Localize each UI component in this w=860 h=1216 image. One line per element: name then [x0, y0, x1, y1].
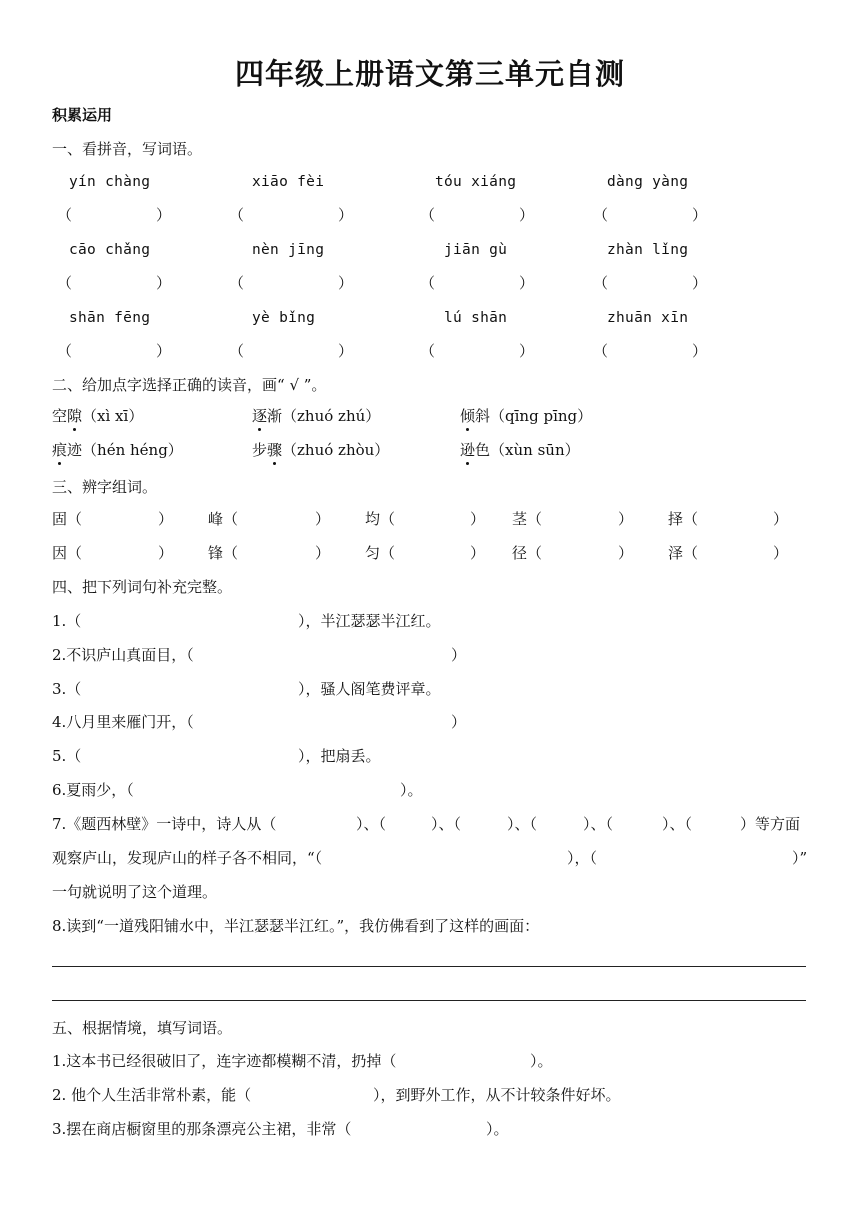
fill-line-end: ），到野外工作，从不计较条件好坏。: [373, 1086, 621, 1104]
answer-close-paren: ）: [156, 274, 172, 292]
fill-line-end: ）: [451, 713, 467, 731]
pinyin: zhuān xīn: [607, 310, 689, 326]
answer-close-paren: ）: [692, 206, 708, 224]
q2-heading: 二、给加点字选择正确的读音，画“ √ ”。: [52, 376, 327, 394]
fill-line-end: ）。: [486, 1120, 509, 1138]
dotted-char: 倾: [460, 407, 476, 425]
fill-line-start: 1.这本书已经很破旧了，连字迹都模糊不清，扔掉（: [52, 1052, 397, 1070]
answer-open-paren: （: [229, 342, 245, 360]
q4-item7-sep: ）、（: [356, 815, 387, 833]
fill-line-end: ），把扇丢。: [298, 747, 381, 765]
pinyin: xiāo fèi: [252, 174, 325, 190]
q4-item7-sep: ）、（: [431, 815, 462, 833]
dotted-char: 逐: [252, 407, 268, 425]
pronunciation-item: 倾斜（qīng pīng）: [460, 407, 593, 425]
answer-close-paren: ）: [519, 274, 535, 292]
pronunciation-item: 逊色（xùn sūn）: [460, 441, 580, 459]
fill-line-end: ），骚人阁笔费评章。: [298, 680, 441, 698]
pronunciation-item: 痕迹（hén héng）: [52, 441, 183, 459]
answer-close-paren: ）: [156, 342, 172, 360]
pinyin: lú shān: [444, 310, 508, 326]
answer-open-paren: （: [229, 206, 245, 224]
q4-item8: 8.读到“一道残阳铺水中，半江瑟瑟半江红。”，我仿佛看到了这样的画面：: [52, 917, 540, 935]
answer-open-paren: （: [57, 206, 73, 224]
q5-heading: 五、根据情境，填写词语。: [52, 1019, 233, 1037]
char-pair-close: ）: [470, 544, 486, 562]
pronunciation-item: 步骤（zhuó zhòu）: [252, 441, 390, 459]
fill-line-start: 3.摆在商店橱窗里的那条漂亮公主裙，非常（: [52, 1120, 352, 1138]
answer-close-paren: ）: [338, 274, 354, 292]
char-pair-close: ）: [315, 510, 331, 528]
pronunciation-item: 空隙（xì xī）: [52, 407, 144, 425]
fill-line-start: 6.夏雨少，（: [52, 781, 134, 799]
fill-line-start: 1.（: [52, 612, 82, 630]
char-pair-open: 径（: [512, 544, 543, 562]
q1-heading: 一、看拼音，写词语。: [52, 140, 203, 158]
answer-close-paren: ）: [519, 342, 535, 360]
section-heading: 积累运用: [52, 106, 113, 124]
char-pair-close: ）: [315, 544, 331, 562]
q4-item7-line2: 观察庐山，发现庐山的样子各不相同，“（: [52, 849, 323, 867]
fill-line-start: 2.不识庐山真面目，（: [52, 646, 194, 664]
q4-item7-sep: ）、（: [662, 815, 693, 833]
answer-open-paren: （: [593, 206, 609, 224]
char-pair-open: 泽（: [668, 544, 699, 562]
char-pair-close: ）: [773, 544, 789, 562]
char-pair-open: 因（: [52, 544, 83, 562]
answer-close-paren: ）: [692, 342, 708, 360]
q4-item7-line3: 一句就说明了这个道理。: [52, 883, 218, 901]
answer-close-paren: ）: [519, 206, 535, 224]
fill-line-start: 4.八月里来雁门开，（: [52, 713, 194, 731]
answer-open-paren: （: [229, 274, 245, 292]
dotted-char: 逊: [460, 441, 476, 459]
q4-heading: 四、把下列词句补充完整。: [52, 578, 233, 596]
char-pair-open: 锋（: [208, 544, 239, 562]
fill-line-start: 2. 他个人生活非常朴素，能（: [52, 1086, 252, 1104]
answer-open-paren: （: [57, 274, 73, 292]
char-pair-close: ）: [158, 544, 174, 562]
q4-item7-sep: ）、（: [583, 815, 614, 833]
char-pair-open: 匀（: [365, 544, 396, 562]
pronunciation-item: 逐渐（zhuó zhú）: [252, 407, 381, 425]
pinyin: nèn jīng: [252, 242, 325, 258]
answer-line: [52, 966, 806, 967]
char-pair-close: ）: [618, 510, 634, 528]
pinyin: yè bǐng: [252, 310, 316, 326]
answer-close-paren: ）: [338, 206, 354, 224]
pinyin: jiān gù: [444, 242, 508, 258]
answer-close-paren: ）: [156, 206, 172, 224]
dotted-char: 痕: [52, 441, 68, 459]
char-pair-open: 择（: [668, 510, 699, 528]
answer-close-paren: ）: [692, 274, 708, 292]
fill-line-end: ）。: [530, 1052, 553, 1070]
char-pair-close: ）: [618, 544, 634, 562]
answer-open-paren: （: [420, 206, 436, 224]
char-pair-open: 均（: [365, 510, 396, 528]
char-pair-open: 茎（: [512, 510, 543, 528]
pinyin: cāo chǎng: [69, 242, 151, 258]
pinyin: yín chàng: [69, 174, 151, 190]
char-pair-close: ）: [470, 510, 486, 528]
page-title: 四年级上册语文第三单元自测: [234, 57, 625, 91]
fill-line-end: ），半江瑟瑟半江红。: [298, 612, 441, 630]
q4-item7-line2-sep: ），（: [567, 849, 598, 867]
answer-open-paren: （: [593, 274, 609, 292]
char-pair-close: ）: [158, 510, 174, 528]
char-pair-close: ）: [773, 510, 789, 528]
q3-heading: 三、辨字组词。: [52, 478, 158, 496]
q4-item7-sep: ）、（: [507, 815, 538, 833]
char-pair-open: 固（: [52, 510, 83, 528]
dotted-char: 骤: [267, 441, 283, 459]
pinyin: zhàn lǐng: [607, 242, 689, 258]
fill-line-start: 3.（: [52, 680, 82, 698]
answer-open-paren: （: [420, 274, 436, 292]
fill-line-end: ）。: [400, 781, 423, 799]
q4-item7-end: ）等方面: [740, 815, 801, 833]
q4-item7-start: 7.《题西林壁》一诗中，诗人从（: [52, 815, 277, 833]
pinyin: tóu xiáng: [435, 174, 517, 190]
fill-line-start: 5.（: [52, 747, 82, 765]
pinyin: dàng yàng: [607, 174, 689, 190]
answer-open-paren: （: [593, 342, 609, 360]
fill-line-end: ）: [451, 646, 467, 664]
answer-close-paren: ）: [338, 342, 354, 360]
dotted-char: 隙: [67, 407, 83, 425]
answer-line: [52, 1000, 806, 1001]
answer-open-paren: （: [57, 342, 73, 360]
q4-item7-line2-end: ）”: [792, 849, 808, 867]
answer-open-paren: （: [420, 342, 436, 360]
pinyin: shān fēng: [69, 310, 151, 326]
char-pair-open: 峰（: [208, 510, 239, 528]
